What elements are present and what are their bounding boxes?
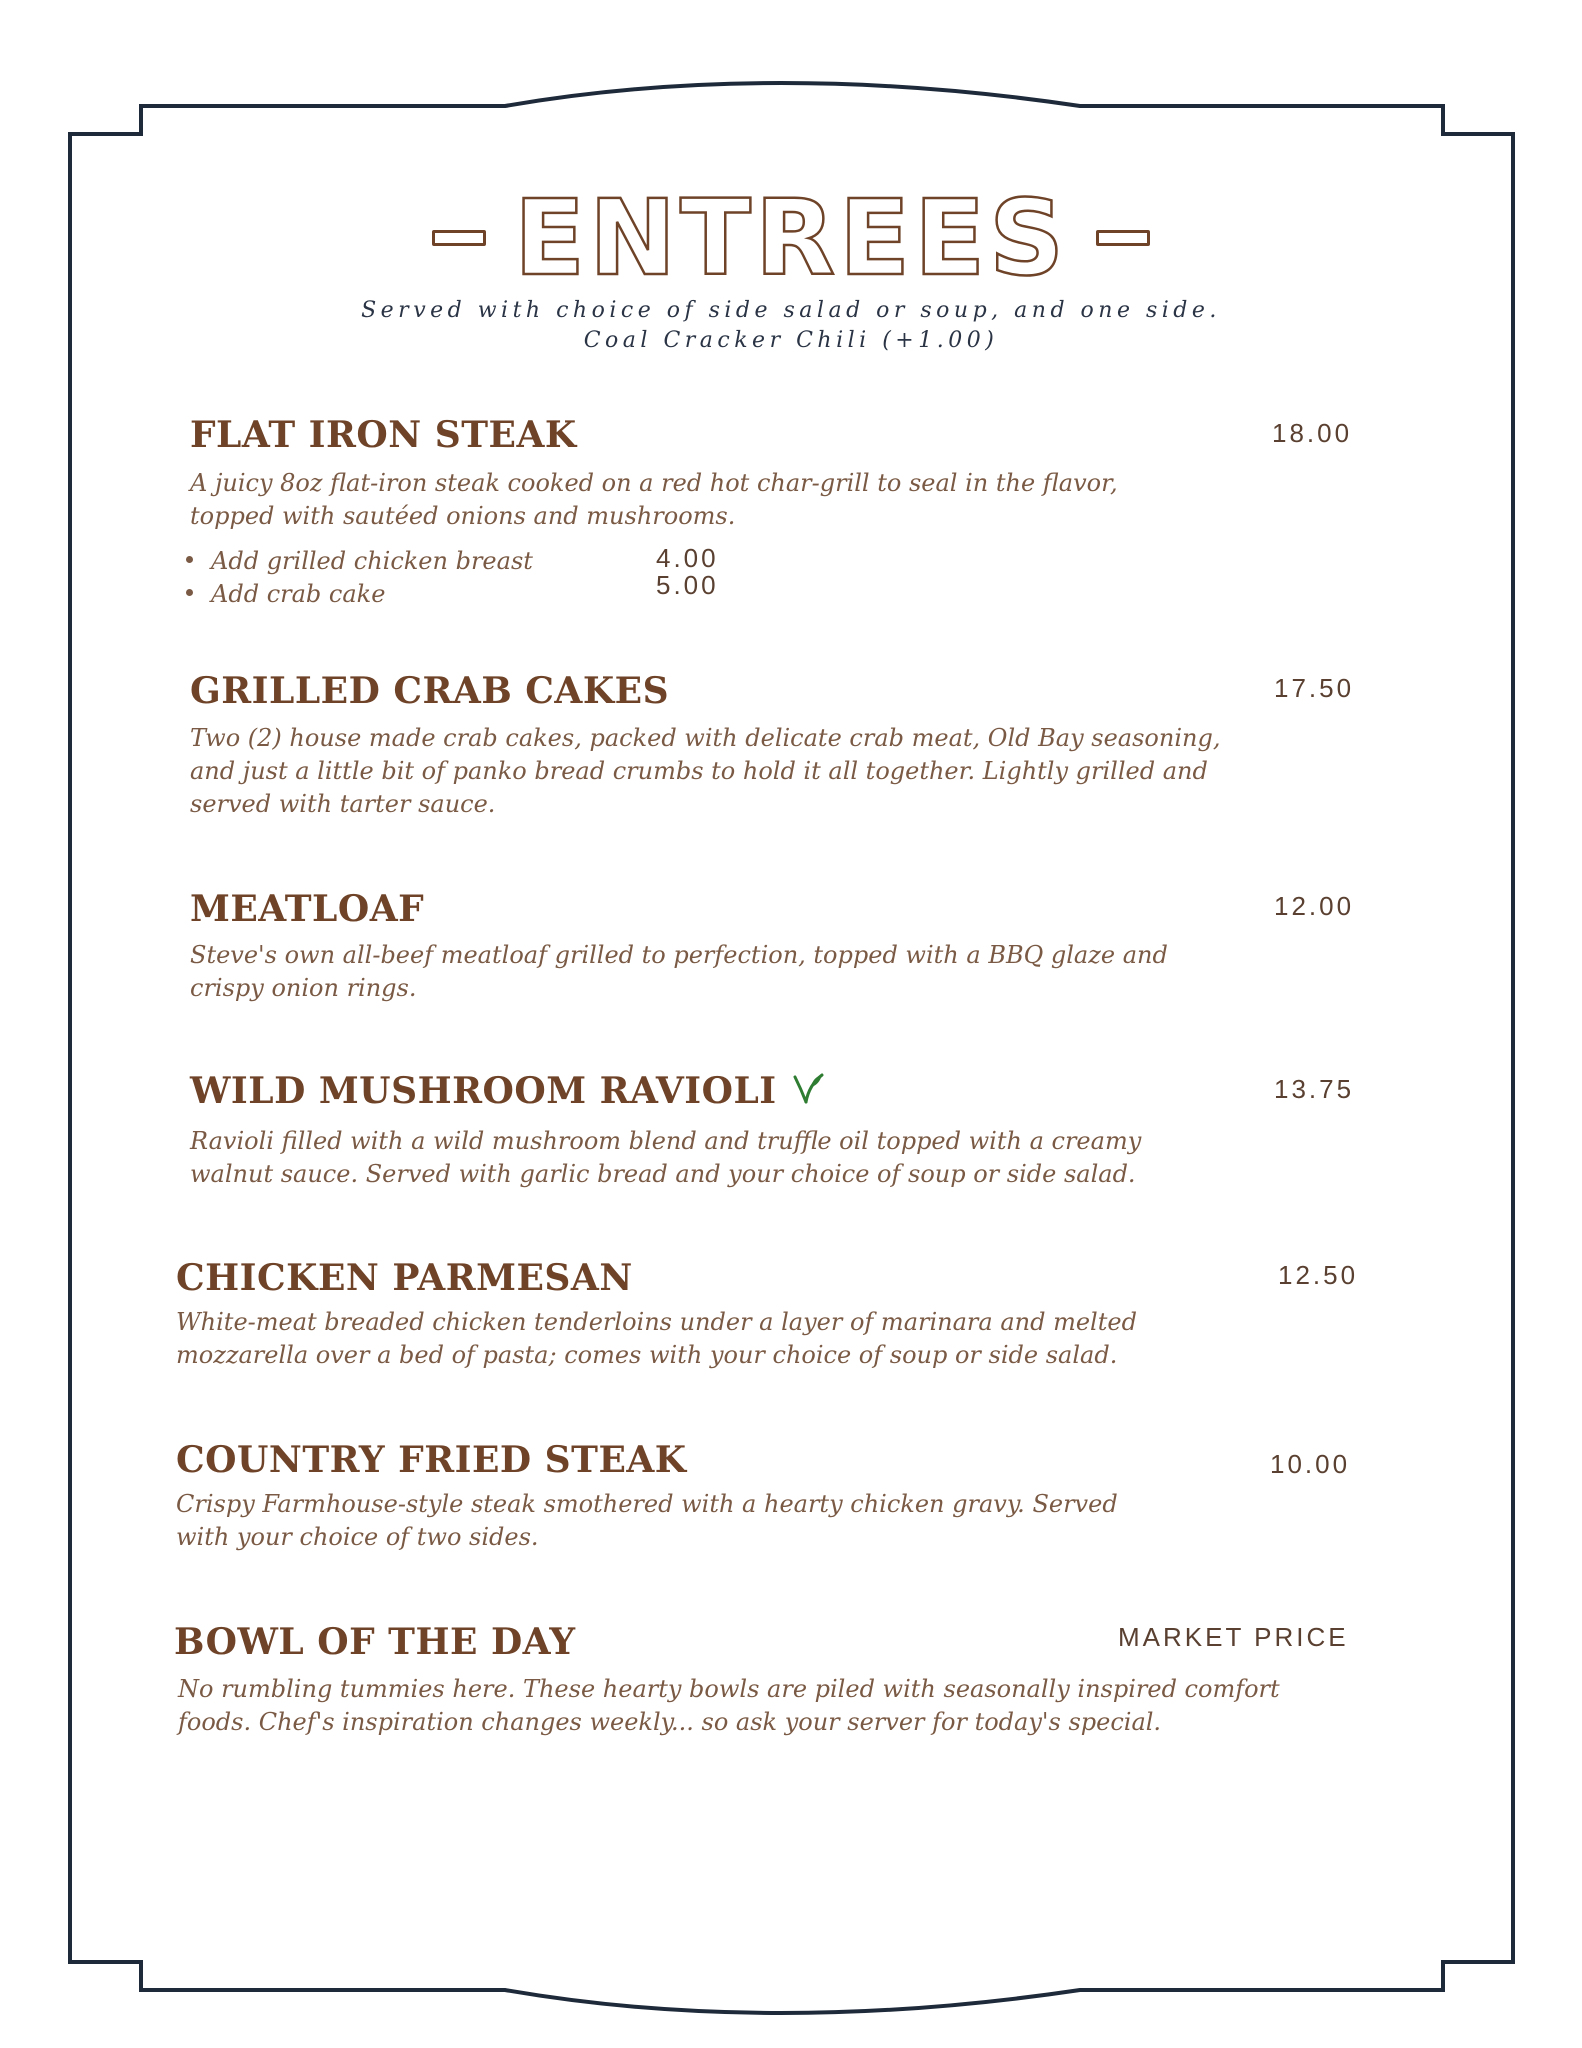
title-dash-right xyxy=(1096,230,1150,246)
item-name-bowl-of-the-day: BOWL OF THE DAY xyxy=(174,1621,576,1663)
item-desc-line: walnut sauce. Served with garlic bread and your choice of soup or side salad. xyxy=(190,1160,1136,1188)
addon-label: Add grilled chicken breast xyxy=(211,547,533,575)
addon-item xyxy=(186,570,719,611)
addon-list xyxy=(186,543,719,611)
item-desc-line: served with tarter sauce. xyxy=(190,790,496,818)
item-name-chicken-parmesan: CHICKEN PARMESAN xyxy=(176,1257,633,1299)
item-price-wild-mushroom-ravioli: 13.75 xyxy=(1274,1074,1355,1104)
item-price-bowl-of-the-day: MARKET PRICE xyxy=(1118,1622,1349,1652)
item-desc-line: foods. Chef's inspiration changes weekly... so ask your server for today's special. xyxy=(178,1708,1162,1736)
subtitle-line-1: Served with choice of side salad or soup, and one side. xyxy=(361,298,1221,323)
item-name-flat-iron-steak: FLAT IRON STEAK xyxy=(190,414,577,456)
item-desc-line: mozzarella over a bed of pasta; comes with your choice of soup or side salad. xyxy=(176,1341,1118,1369)
item-desc-line: topped with sautéed onions and mushrooms. xyxy=(190,502,736,530)
item-price-meatloaf: 12.00 xyxy=(1274,891,1355,921)
item-desc-line: crispy onion rings. xyxy=(190,974,417,1002)
item-name-wild-mushroom-ravioli xyxy=(190,1069,825,1113)
title-block xyxy=(0,177,1582,299)
item-desc-line: Ravioli filled with a wild mushroom blend and truffle oil topped with a creamy xyxy=(190,1127,1142,1155)
bullet-icon xyxy=(186,556,193,563)
addon-item xyxy=(186,543,719,578)
item-desc-line: No rumbling tummies here. These hearty bowls are piled with seasonally inspired comfort xyxy=(178,1675,1280,1703)
bullet-icon xyxy=(186,589,193,596)
item-desc-line: Crispy Farmhouse-style steak smothered with a hearty chicken gravy. Served xyxy=(176,1490,1118,1518)
item-desc-line: Steve's own all-beef meatloaf grilled to perfection, topped with a BBQ glaze and xyxy=(190,941,1168,969)
item-name-country-fried-steak: COUNTRY FRIED STEAK xyxy=(176,1439,687,1481)
item-desc-line: White-meat breaded chicken tenderloins under a layer of marinara and melted xyxy=(176,1308,1137,1336)
item-price-flat-iron-steak: 18.00 xyxy=(1272,418,1353,448)
addon-price: 5.00 xyxy=(656,570,719,600)
vegetarian-leaf-icon xyxy=(791,1071,825,1105)
addon-label: Add crab cake xyxy=(211,580,386,608)
title-dash-left xyxy=(432,230,486,246)
item-desc-line: A juicy 8oz flat-iron steak cooked on a red hot char-grill to seal in the flavor, xyxy=(190,469,1118,497)
item-price-grilled-crab-cakes: 17.50 xyxy=(1274,673,1355,703)
item-price-country-fried-steak: 10.00 xyxy=(1270,1449,1351,1479)
item-name-meatloaf: MEATLOAF xyxy=(190,888,425,930)
item-name-text: WILD MUSHROOM RAVIOLI xyxy=(190,1070,777,1112)
item-desc-line: with your choice of two sides. xyxy=(176,1523,539,1551)
item-name-grilled-crab-cakes: GRILLED CRAB CAKES xyxy=(190,670,670,712)
item-desc-line: and just a little bit of panko bread crumbs to hold it all together. Lightly grilled and xyxy=(190,757,1208,785)
subtitle-line-2: Coal Cracker Chili (+1.00) xyxy=(583,328,999,353)
item-desc-line: Two (2) house made crab cakes, packed with delicate crab meat, Old Bay seasoning, xyxy=(190,724,1221,752)
page-title: ENTREES xyxy=(513,177,1069,299)
item-price-chicken-parmesan: 12.50 xyxy=(1278,1260,1359,1290)
addon-price: 4.00 xyxy=(656,543,719,573)
